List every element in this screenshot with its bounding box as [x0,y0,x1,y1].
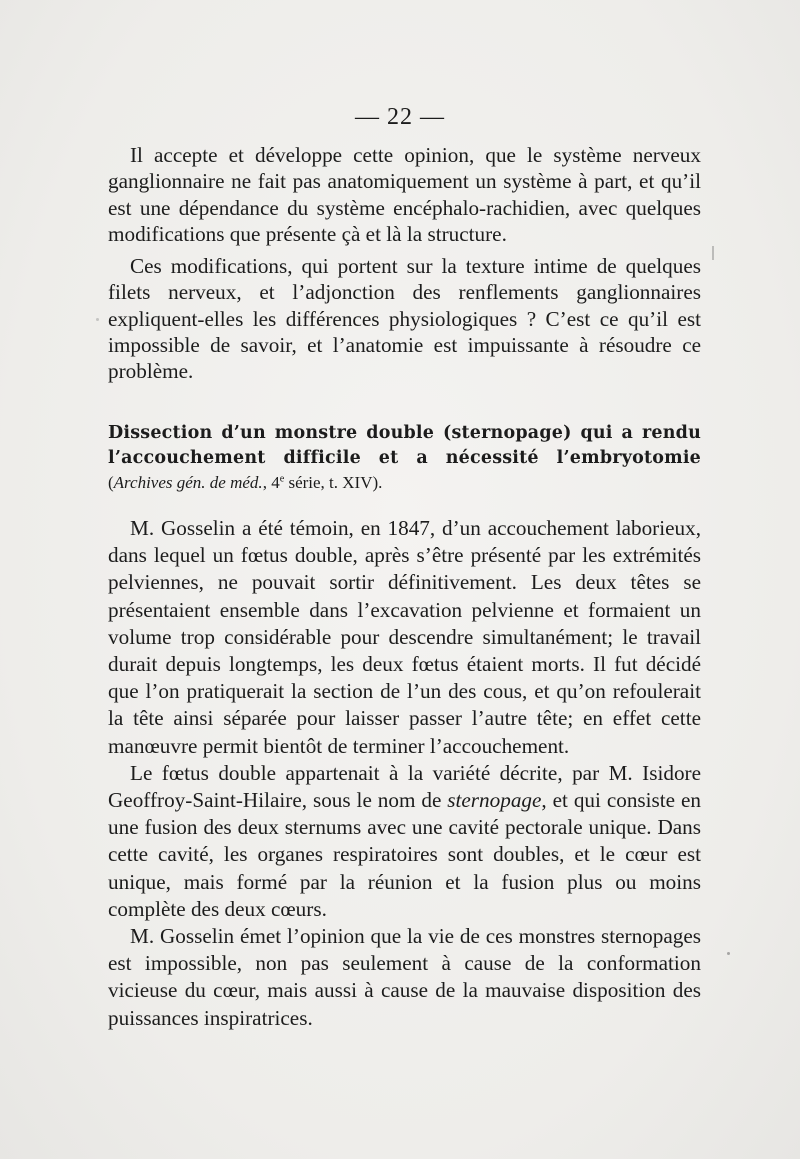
section-body [108,515,701,1032]
paragraph-text: Il accepte et développe cette opinion, que le système nerveux ganglionnaire ne fait pas anatomiquement un système à part, et qu’il est une dépendance du système encéphalo-rachidien, avec quelques modifications que présente çà et là la structure. [108,143,701,246]
paragraph-nervous-system [108,142,701,247]
term-sternopage: sternopage [447,788,542,813]
ink-speck [712,246,714,260]
paragraph-accouchement: M. Gosselin a été témoin, en 1847, d’un accouchement laborieux, dans lequel un fœtus double, après s’être présenté par les extrémités pelviennes, ne pouvait sortir définitivement. Les deux têtes se présentaient ensemble dans l’excavation pelvienne et formaient un volume trop considérable pour descendre simultanément; le travail durait depuis longtemps, les deux fœtus étaient morts. Il fut décidé que l’on pratiquerait la section de l’un des cous, et qu’on refoulerait la tête ainsi séparée pour laisser passer l’autre tête; en effet cette manœuvre permit bientôt de terminer l’accouchement. [108,516,701,758]
section-title: Dissection d’un monstre double (sternopage) qui a rendu l’accouchement difficile et a nécessité l’embryotomie [108,423,701,468]
section-heading [108,420,701,495]
ink-speck [96,318,99,321]
paragraph-text: Ces modifications, qui portent sur la texture intime de quelques filets nerveux, et l’adjonction des renflements ganglionnaires expliquent-elles les différences physiologiques ? C’est ce qu’il est impossible de savoir, et l’anatomie est impuissante à résoudre ce problème. [108,254,701,384]
page-number: — 22 — [355,104,445,130]
journal-title: Archives gén. de méd. [113,473,263,492]
section-reference: (Archives gén. de méd., 4e série, t. XIV). [108,473,383,492]
ink-speck [727,952,730,955]
paragraph-sternopage: Le fœtus double appartenait à la variété décrite, par M. Isidore Geoffroy-Saint-Hilaire, sous le nom de sternopage, et qui consiste en une fusion des deux sternums avec une cavité pectorale unique. Dans cette cavité, les organes respiratoires sont doubles, et le cœur est unique, mais formé par la réunion et la fusion plus ou moins complète des deux cœurs. [108,760,701,921]
paragraph-modifications [108,253,701,384]
paragraph-opinion: M. Gosselin émet l’opinion que la vie de ces monstres sternopages est impossible, non pas seulement à cause de la conformation vicieuse du cœur, mais aussi à cause de la mauvaise disposition des puissances inspiratrices. [108,924,701,1030]
